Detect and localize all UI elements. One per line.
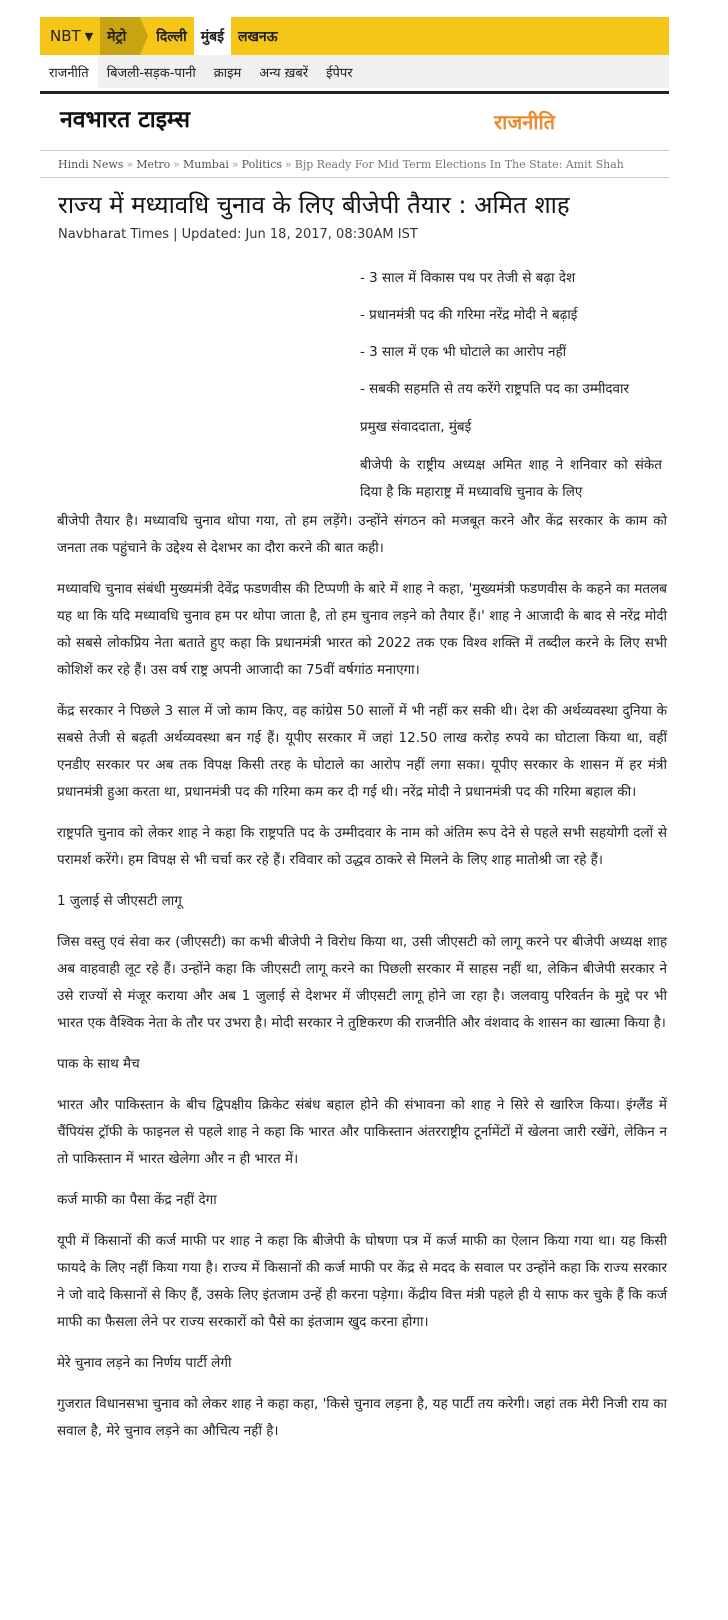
masthead [40,94,669,150]
breadcrumb-separator: » [173,157,180,171]
article-highlights [360,268,665,454]
nbt-label: NBT [50,27,81,45]
breadcrumb-current: Bjp Ready For Mid Term Elections In The State: Amit Shah [294,157,624,171]
breadcrumb [40,151,669,177]
article-body [57,508,667,1459]
subnav-civic[interactable]: बिजली-सड़क-पानी [106,65,196,81]
nav-mumbai[interactable]: मुंबई [194,17,231,55]
section-nav-bar [40,55,669,88]
article-subheading: कर्ज माफी का पैसा केंद्र नहीं देगा [57,1192,217,1208]
subnav-epaper[interactable]: ईपेपर [326,65,353,81]
breadcrumb-metro[interactable]: Metro [136,157,171,171]
divider [40,177,669,178]
breadcrumb-home[interactable]: Hindi News [58,157,124,171]
article-paragraph: मध्यावधि चुनाव संबंधी मुख्यमंत्री देवेंद्र फडणवीस की टिप्पणी के बारे में शाह ने कहा, 'मुख्यमंत्री फडणवीस के कहने का मतलब यह था कि यदि मध्यावधि चुनाव हम पर थोपा जाता है, तो हम चुनाव लड़ने को तैयार हैं।' शाह ने आजादी के बाद से नरेंद्र मोदी को सबसे लोकप्रिय नेता बताते हुए कहा कि प्रधानमंत्री भारत को 2022 तक एक विश्व शक्ति में तब्दील करने के लिए सभी कोशिशें कर रहे हैं। उस वर्ष राष्ट्र अपनी आजादी का 75वीं वर्षगांठ मनाएगा। [57,581,667,678]
highlight-item: - 3 साल में एक भी घोटाले का आरोप नहीं [360,344,567,360]
city-nav-bar [40,17,669,55]
caret-down-icon: ▼ [84,29,94,43]
article-subheading: पाक के साथ मैच [57,1056,140,1072]
nav-metro[interactable]: मेट्रो [100,17,140,55]
breadcrumb-separator: » [231,157,239,171]
subnav-crime[interactable]: क्राइम [213,65,242,81]
highlight-item: - प्रधानमंत्री पद की गरिमा नरेंद्र मोदी ने बढ़ाई [360,307,578,323]
article-headline: राज्य में मध्यावधि चुनाव के लिए बीजेपी तैयार : अमित शाह [58,191,570,219]
article-paragraph: जिस वस्तु एवं सेवा कर (जीएसटी) का कभी बीजेपी ने विरोध किया था, उसी जीएसटी को लागू करने पर बीजेपी अध्यक्ष शाह अब वाहवाही लूट रहे हैं। उन्होंने कहा कि जीएसटी लागू करने का पिछली सरकार में साहस नहीं था, लेकिन बीजेपी सरकार ने उसे राज्यों से मंजूर कराया और अब 1 जुलाई से देशभर में जीएसटी लागू होने जा रहा है। जलवायु परिवर्तन के मुद्दे पर भी भारत एक वैश्विक नेता के तौर पर उभरा है। मोदी सरकार ने तुष्टिकरण की राजनीति और वंशवाद के शासन का खात्मा किया है। [57,934,667,1031]
page-header [40,17,669,178]
article-paragraph: यूपी में किसानों की कर्ज माफी पर शाह ने कहा कि बीजेपी के घोषणा पत्र में कर्ज माफी का ऐलान किया गया था। यह किसी फायदे के लिए नहीं किया गया है। राज्य में किसानों की कर्ज माफी पर केंद्र से मदद के सवाल पर उन्होंने कहा कि राज्य सरकार ने जो वादे किसानों से किए हैं, उसके लिए इंतजाम उन्हें ही करना पड़ेगा। केंद्रीय वित्त मंत्री पहले ही ये साफ कर चुके हैं कि कर्ज माफी का फैसला लेने पर राज्य सरकारों को पैसे का इंतजाम खुद करना होगा। [57,1233,667,1330]
nav-delhi[interactable]: दिल्ली [156,28,187,45]
article-subheading: मेरे चुनाव लड़ने का निर्णय पार्टी लेगी [57,1355,232,1371]
subnav-politics[interactable]: राजनीति [40,55,98,88]
nbt-menu-button[interactable] [40,17,100,55]
breadcrumb-mumbai[interactable]: Mumbai [183,157,229,171]
section-title[interactable]: राजनीति [494,110,556,134]
article-paragraph: बीजेपी तैयार है। मध्यावधि चुनाव थोपा गया, तो हम लड़ेंगे। उन्होंने संगठन को मजबूत करने और केंद्र सरकार के काम को जनता तक पहुंचाने के उद्देश्य से देशभर का दौरा करने की बात कही। [57,513,667,556]
site-logo[interactable]: नवभारत टाइम्स [60,107,191,133]
nav-lucknow[interactable]: लखनऊ [237,28,278,45]
subnav-other-news[interactable]: अन्य ख़बरें [259,65,309,81]
article-paragraph: राष्ट्रपति चुनाव को लेकर शाह ने कहा कि राष्ट्रपति पद के उम्मीदवार के नाम को अंतिम रूप देने से पहले सभी सहयोगी दलों से परामर्श करेंगे। हम विपक्ष से भी चर्चा कर रहे हैं। रविवार को उद्धव ठाकरे से मिलने के लिए शाह मातोश्री जा रहे हैं। [57,825,667,868]
article-byline: Navbharat Times | Updated: Jun 18, 2017, 08:30AM IST [58,227,418,242]
highlight-item: - सबकी सहमति से तय करेंगे राष्ट्रपति पद का उम्मीदवार [360,381,630,397]
breadcrumb-politics[interactable]: Politics [241,157,282,171]
article-subheading: 1 जुलाई से जीएसटी लागू [57,893,182,909]
highlight-item: - 3 साल में विकास पथ पर तेजी से बढ़ा देश [360,270,576,286]
breadcrumb-separator: » [285,157,292,171]
breadcrumb-separator: » [126,157,134,171]
article-paragraph: भारत और पाकिस्तान के बीच द्विपक्षीय क्रिकेट संबंध बहाल होने की संभावना को शाह ने सिरे से खारिज किया। इंग्लैंड में चैंपियंस ट्रॉफी के फाइनल से पहले शाह ने कहा कि भारत और पाकिस्तान अंतरराष्ट्रीय टूर्नामेंटों में खेलना जारी रखेंगे, लेकिन न तो पाकिस्तान में भारत खेलेगा और न ही भारत में। [57,1097,667,1167]
reporter-credit: प्रमुख संवाददाता, मुंबई [360,419,472,435]
article-intro: बीजेपी के राष्ट्रीय अध्यक्ष अमित शाह ने शनिवार को संकेत दिया है कि महाराष्ट्र में मध्यावधि चुनाव के लिए [360,457,662,500]
article-paragraph: गुजरात विधानसभा चुनाव को लेकर शाह ने कहा कहा, 'किसे चुनाव लड़ना है, यह पार्टी तय करेगी। जहां तक मेरी निजी राय का सवाल है, मेरे चुनाव लड़ने का औचित्य नहीं है। [57,1396,667,1439]
article-paragraph: केंद्र सरकार ने पिछले 3 साल में जो काम किए, वह कांग्रेस 50 सालों में भी नहीं कर सकी थी। देश की अर्थव्यवस्था दुनिया के सबसे तेजी से बढ़ती अर्थव्यवस्था बन गई हैं। यूपीए सरकार में जहां 12.50 लाख करोड़ रुपये का घोटाला किया था, वहीं एनडीए सरकार पर अब तक विपक्ष किसी तरह के घोटाले का आरोप नहीं लगा सका। यूपीए सरकार के शासन में हर मंत्री प्रधानमंत्री हुआ करता था, प्रधानमंत्री पद की गरिमा कम कर दी गई थी। नरेंद्र मोदी ने प्रधानमंत्री पद की गरिमा बहाल की। [57,703,667,800]
